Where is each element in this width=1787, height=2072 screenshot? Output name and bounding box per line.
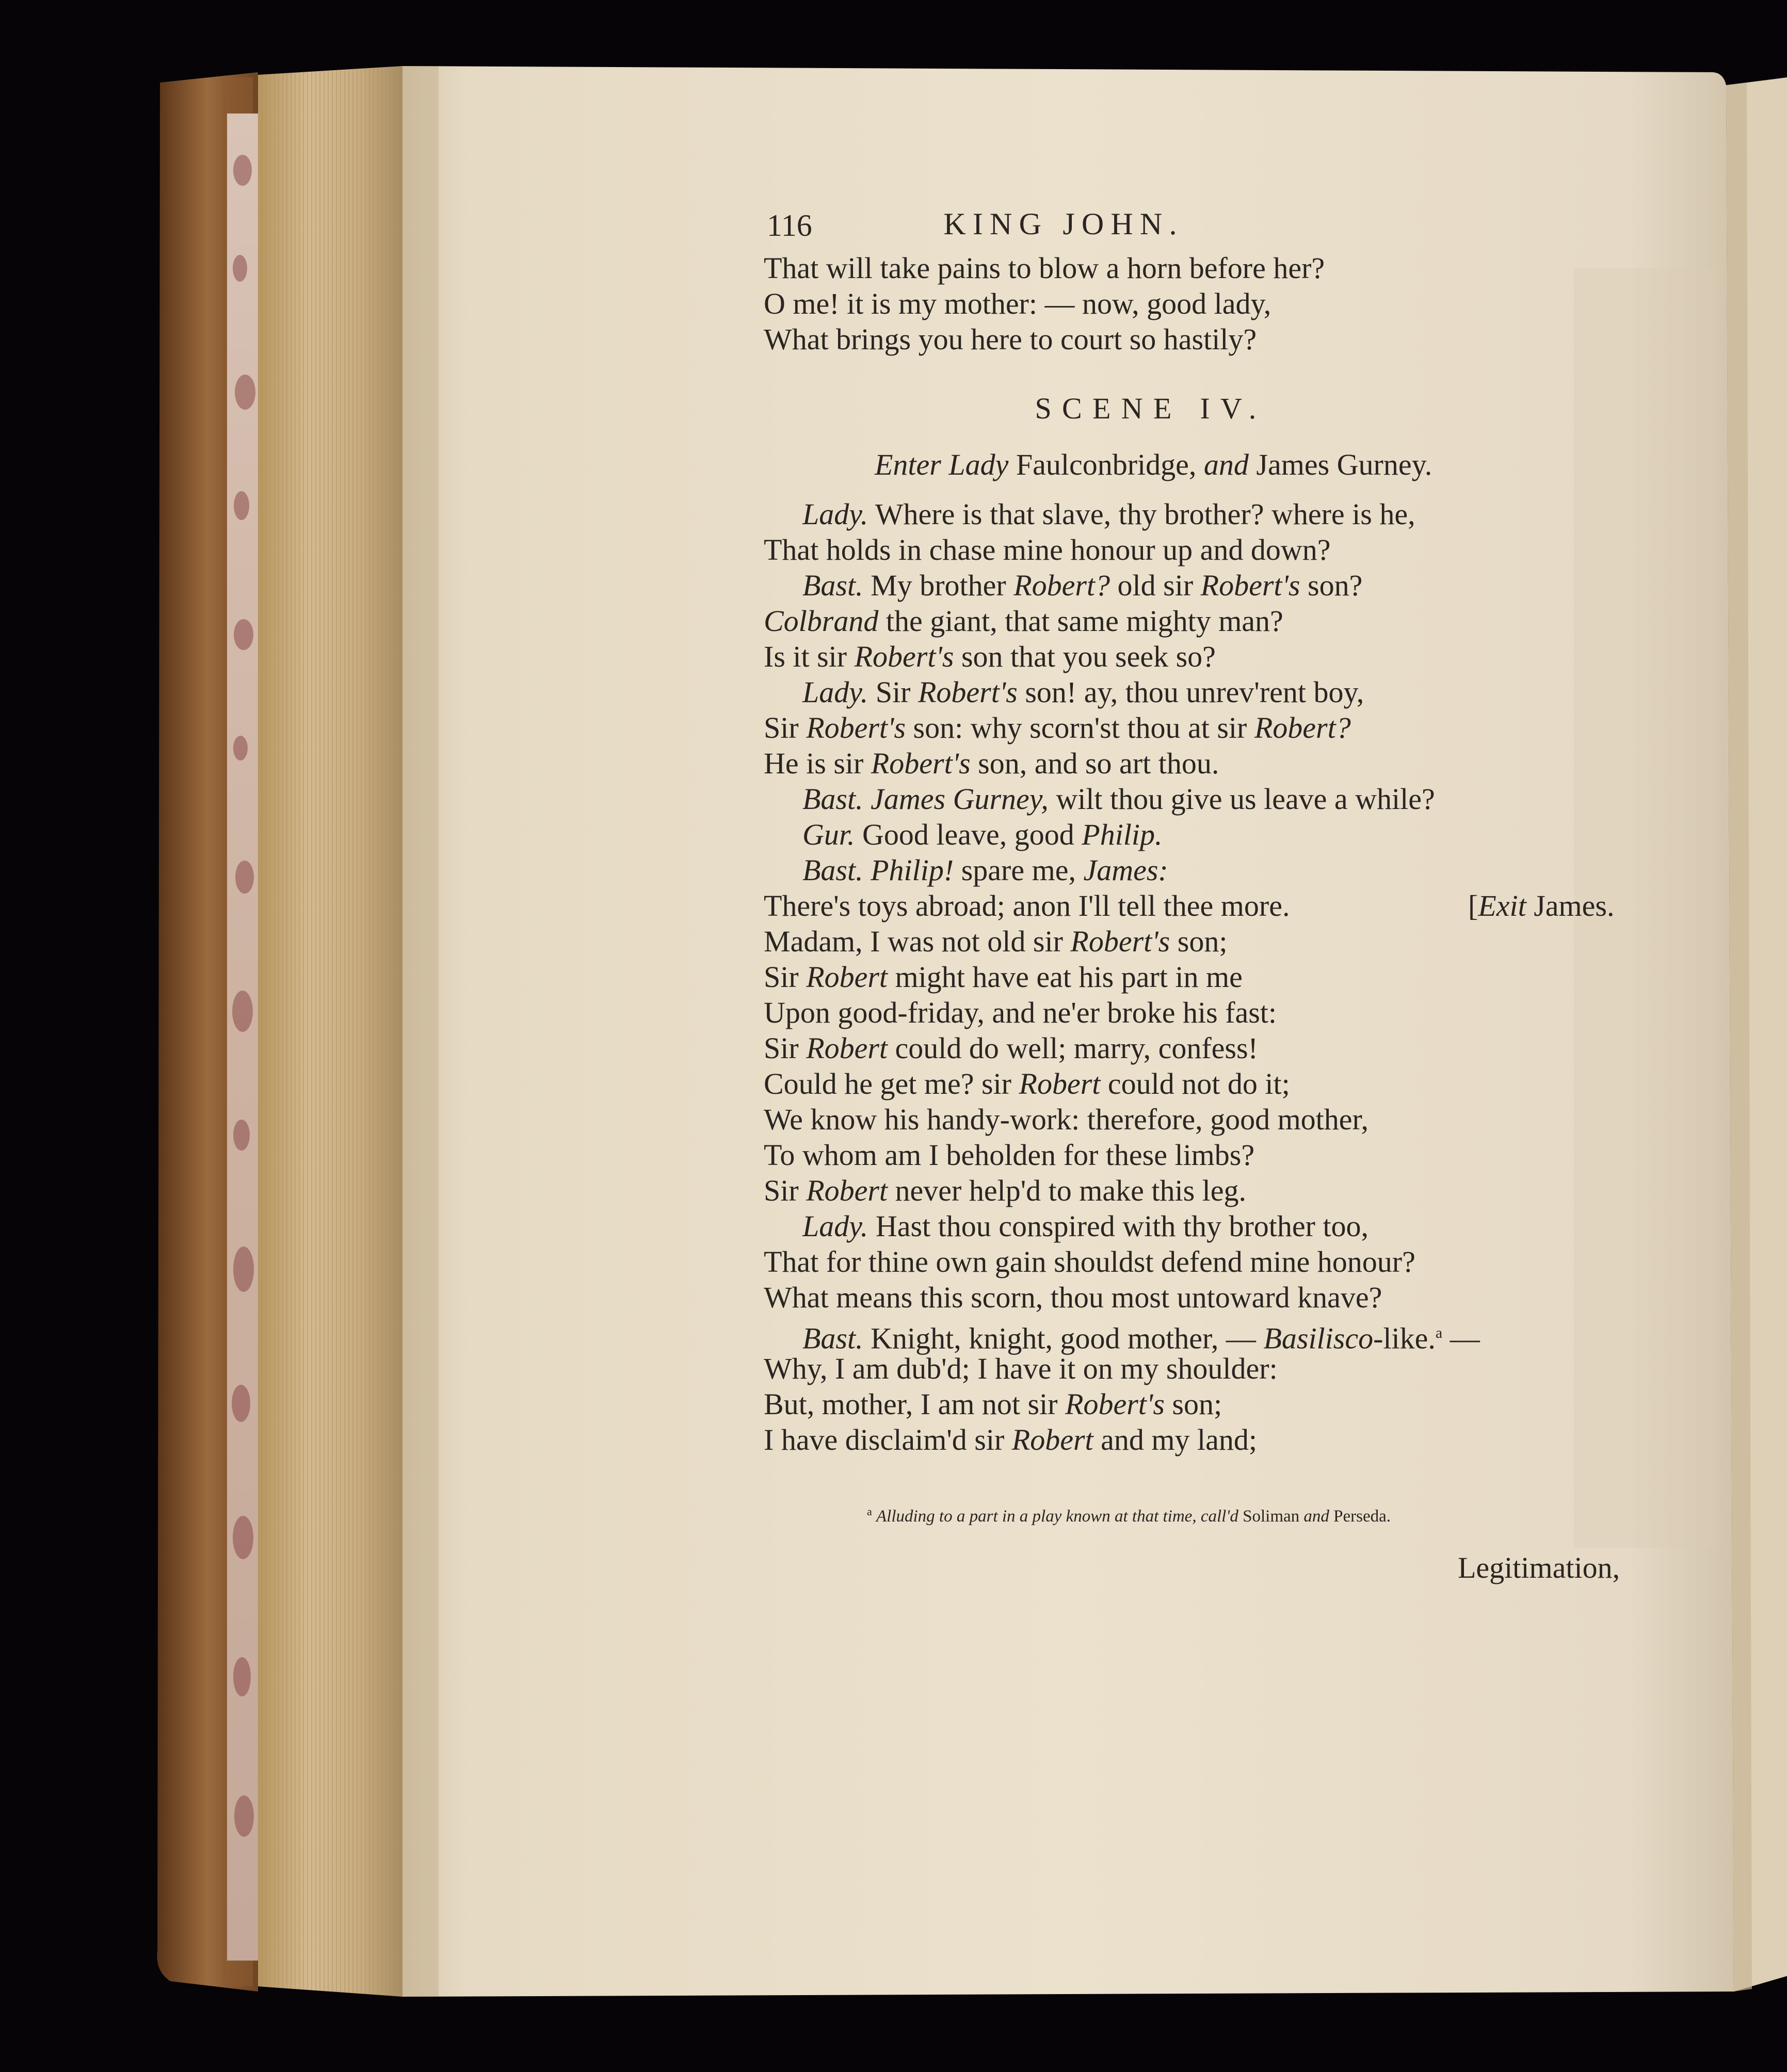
verse-line: Could he get me? sir Robert could not do it;: [764, 1067, 1290, 1100]
speech-line: Bast. Knight, knight, good mother, — Basilisco-like.$^a$ —: [802, 1321, 1480, 1355]
speech-line: Bast. Philip! spare me, James:: [802, 853, 1168, 887]
speaker-name: Bast.: [802, 569, 863, 602]
footnote-marker: a: [867, 1505, 872, 1518]
verse-line: Why, I am dub'd; I have it on my shoulder:: [764, 1352, 1278, 1385]
speaker-name: Lady.: [802, 675, 868, 709]
verse-line: That holds in chase mine honour up and down?: [764, 533, 1331, 566]
verse-line: O me! it is my mother: — now, good lady,: [764, 287, 1271, 320]
speech-line: Bast. My brother Robert? old sir Robert's son?: [802, 569, 1363, 602]
verse-line: To whom am I beholden for these limbs?: [764, 1138, 1255, 1172]
page-number: 116: [767, 208, 812, 242]
verse-line: He is sir Robert's son, and so art thou.: [764, 747, 1219, 780]
verse-line: Colbrand the giant, that same mighty man?: [764, 604, 1283, 638]
verse-line: There's toys abroad; anon I'll tell thee more. [Exit James.: [764, 889, 1615, 922]
exit-direction: [Exit James.: [1468, 889, 1615, 922]
verse-line: Sir Robert never help'd to make this leg.: [764, 1174, 1247, 1207]
speaker-name: Lady.: [802, 1209, 868, 1243]
verse-line: Sir Robert's son: why scorn'st thou at sir Robert?: [764, 711, 1351, 744]
speaker-name: Bast.: [802, 853, 863, 887]
footnote-reference: a: [1435, 1324, 1443, 1341]
verse-line: Madam, I was not old sir Robert's son;: [764, 925, 1228, 958]
speech-line: Gur. Good leave, good Philip.: [802, 818, 1163, 851]
verse-line: What brings you here to court so hastily?: [764, 322, 1257, 356]
speaker-name: Gur.: [802, 818, 855, 851]
verse-line: That for thine own gain shouldst defend mine honour?: [764, 1245, 1415, 1278]
printed-text: [764, 199, 1667, 1584]
scene-heading: SCENE IV.: [1035, 392, 1267, 425]
speech-line: Lady. Sir Robert's son! ay, thou unrev'rent boy,: [802, 675, 1364, 709]
page-edges-lines: [258, 66, 403, 1997]
verse-line: Sir Robert might have eat his part in me: [764, 960, 1243, 994]
verse-line: Sir Robert could do well; marry, confess!: [764, 1031, 1258, 1065]
verse-line: We know his handy-work: therefore, good mother,: [764, 1103, 1369, 1136]
speech-line: Bast. James Gurney, wilt thou give us leave a while?: [802, 782, 1435, 816]
verse-line: That will take pains to blow a horn before her?: [764, 251, 1325, 285]
verse-line: Upon good-friday, and ne'er broke his fast:: [764, 996, 1277, 1029]
speech-line: Lady. Where is that slave, thy brother? where is he,: [802, 497, 1415, 531]
verse-line: What means this scorn, thou most untoward knave?: [764, 1281, 1382, 1314]
verse-line: Is it sir Robert's son that you seek so?: [764, 640, 1216, 673]
page-header: [767, 199, 1360, 250]
speaker-name: Lady.: [802, 497, 868, 531]
catchword: Legitimation,: [1458, 1551, 1620, 1584]
speaker-name: Bast.: [802, 1321, 863, 1355]
verse-line: But, mother, I am not sir Robert's son;: [764, 1387, 1222, 1421]
verse-line: I have disclaim'd sir Robert and my land;: [764, 1423, 1257, 1456]
running-title: KING JOHN.: [943, 207, 1184, 241]
stage-direction: Enter Lady Faulconbridge, and James Gurney.: [875, 448, 1432, 481]
footnote: $^a$ Alluding to a part in a play known at that time, call'd Soliman and Perseda.: [867, 1505, 1391, 1526]
gutter-shadow: [403, 66, 439, 1997]
speaker-name: Bast.: [802, 782, 863, 816]
speech-line: Lady. Hast thou conspired with thy brother too,: [802, 1209, 1369, 1243]
